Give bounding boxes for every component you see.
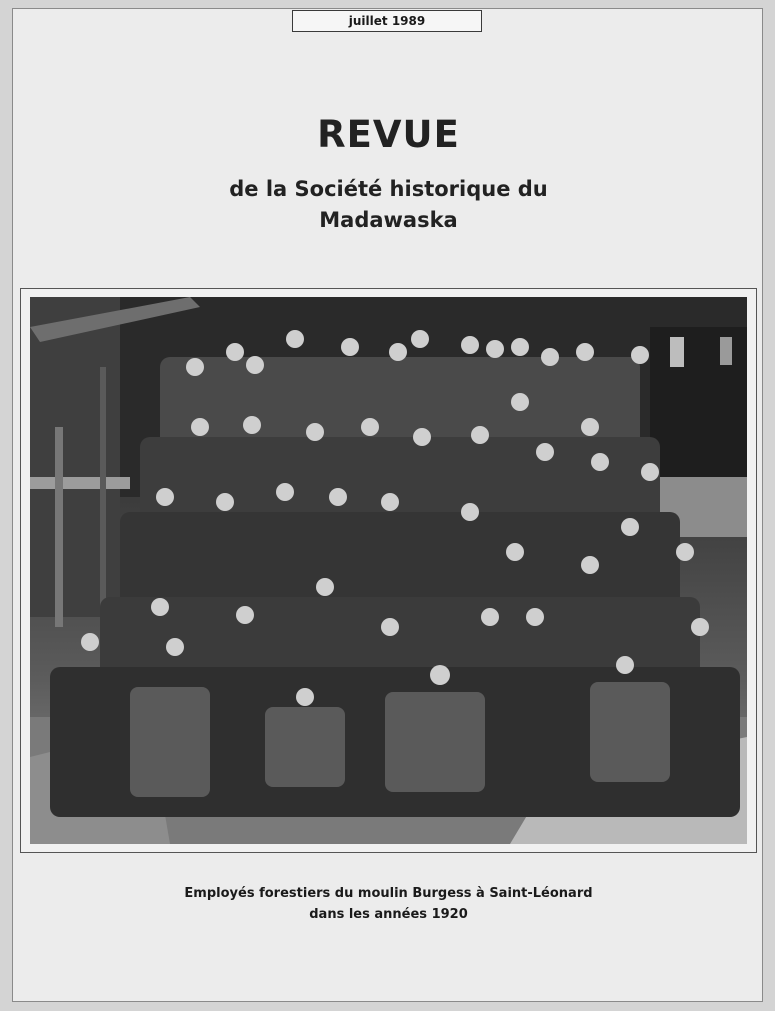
- caption-line-2: dans les années 1920: [309, 907, 468, 922]
- caption-line-1: Employés forestiers du moulin Burgess à Saint-Léonard: [184, 886, 593, 901]
- photo-caption: [13, 883, 764, 925]
- magazine-subtitle: [13, 174, 764, 236]
- group-photo-illustration: [30, 297, 747, 844]
- issue-date-box: [292, 10, 482, 32]
- magazine-cover: [12, 8, 763, 1002]
- cover-photo-frame: [20, 288, 757, 853]
- cover-photo: [30, 297, 747, 844]
- subtitle-line-2: Madawaska: [319, 208, 458, 232]
- subtitle-line-1: de la Société historique du: [229, 177, 548, 201]
- magazine-title: REVUE: [317, 113, 460, 156]
- issue-date: juillet 1989: [348, 14, 426, 28]
